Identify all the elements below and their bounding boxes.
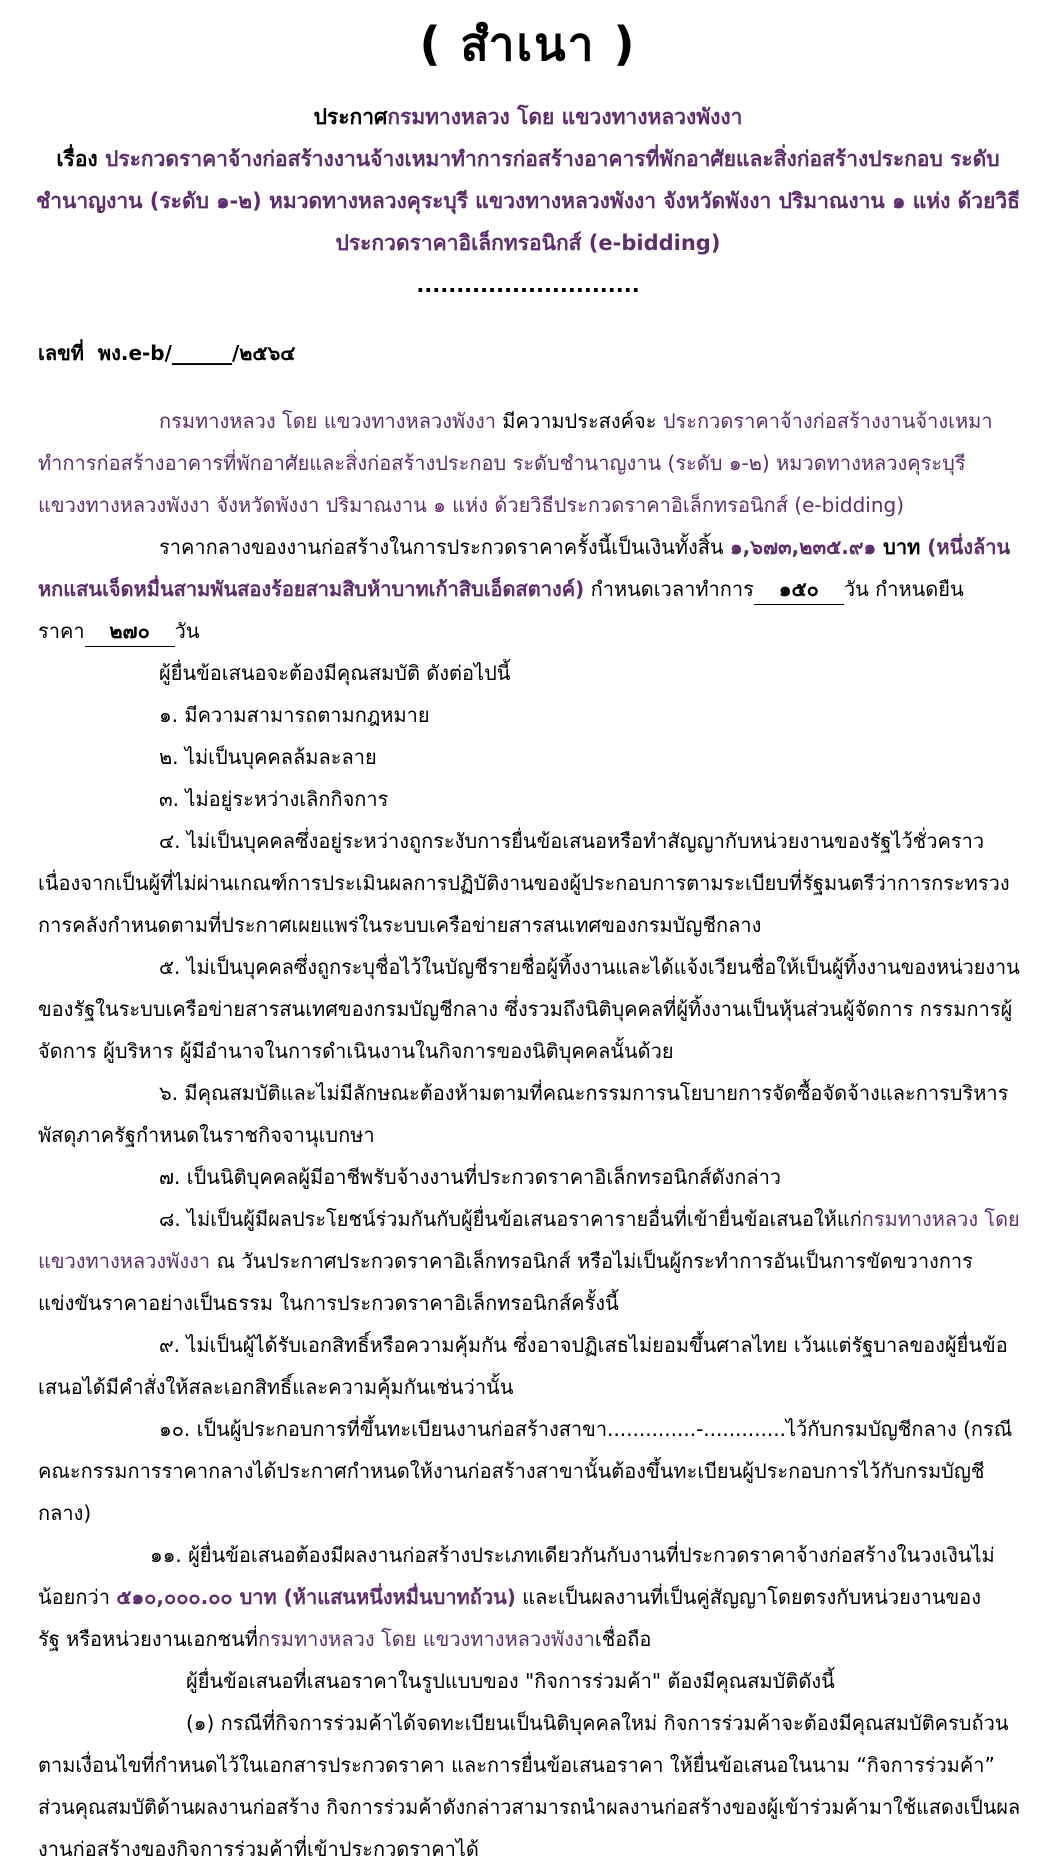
qualification-8-text: ๘. ไม่เป็นผู้มีผลประโยชน์ร่วมกันกับผู้ยื่นข้อเสนอราคารายอื่นที่เข้ายื่นข้อเสนอให้แก่ xyxy=(159,1207,862,1231)
qualification-9-line1: ๙. ไม่เป็นผู้ได้รับเอกสิทธิ์หรือความคุ้มกัน ซึ่งอาจปฏิเสธไม่ยอมขึ้นศาลไทย เว้นแต่รัฐบาลของผู้ยื่นข้อ xyxy=(159,1333,1008,1357)
qualification-3: ๓. ไม่อยู่ระหว่างเลิกกิจการ xyxy=(159,787,389,811)
joint-venture-1-line1: (๑) กรณีที่กิจการร่วมค้าได้จดทะเบียนเป็นนิติบุคคลใหม่ กิจการร่วมค้าจะต้องมีคุณสมบัติครบถ้วน xyxy=(186,1711,1009,1735)
qualification-5-line1: ๕. ไม่เป็นบุคคลซึ่งถูกระบุชื่อไว้ในบัญชีรายชื่อผู้ทิ้งงานและได้แจ้งเวียนชื่อให้เป็นผู้ทิ้งงานของหน่วยงาน xyxy=(159,955,1020,979)
price-validity-label: ราคา xyxy=(38,619,85,643)
subject-label: เรื่อง xyxy=(56,147,98,171)
para2-line1 xyxy=(159,532,1010,562)
qualification-11-text-3: รัฐ หรือหน่วยงานเอกชนที่ xyxy=(38,1627,258,1651)
median-price-amount: ๑,๖๗๓,๒๓๕.๙๑ xyxy=(729,535,877,559)
qualification-4-line1: ๔. ไม่เป็นบุคคลซึ่งอยู่ระหว่างถูกระงับการยื่นข้อเสนอหรือทำสัญญากับหน่วยงานของรัฐไว้ชั่วคราว xyxy=(159,829,985,853)
para1-line1 xyxy=(159,406,993,436)
announcement-prefix: ประกาศ xyxy=(313,105,388,129)
qualification-8-line3: แข่งขันราคาอย่างเป็นธรรม ในการประกวดราคาอิเล็กทรอนิกส์ครั้งนี้ xyxy=(38,1291,619,1315)
joint-venture-1-line3: ส่วนคุณสมบัติด้านผลงานก่อสร้าง กิจการร่วมค้าดังกล่าวสามารถนำผลงานก่อสร้างของผู้เข้าร่วมค้ามาใช้แสดงเป็นผล xyxy=(38,1795,1021,1819)
qualification-11-text-4: เชื่อถือ xyxy=(594,1627,652,1651)
para1-line3: แขวงทางหลวงพังงา จังหวัดพังงา ปริมาณงาน ๑ แห่ง ด้วยวิธีประกวดราคาอิเล็กทรอนิกส์ (e-bidding) xyxy=(38,493,905,517)
qualification-10-line3: กลาง) xyxy=(38,1501,92,1525)
reference-label: เลขที่ xyxy=(38,341,84,365)
qualification-11-amount: ๕๑๐,๐๐๐.๐๐ บาท (ห้าแสนหนึ่งหมื่นบาทถ้วน) xyxy=(116,1585,516,1609)
joint-venture-intro: ผู้ยื่นข้อเสนอที่เสนอราคาในรูปแบบของ "กิจการร่วมค้า" ต้องมีคุณสมบัติดังนี้ xyxy=(186,1669,835,1693)
work-period-unit: วัน กำหนดยืน xyxy=(843,577,964,601)
qualification-8-text-2: ณ วันประกาศประกวดราคาอิเล็กทรอนิกส์ หรือไม่เป็นผู้กระทำการอันเป็นการขัดขวางการ xyxy=(210,1249,973,1273)
qualification-4-line3: การคลังกำหนดตามที่ประกาศเผยแพร่ในระบบเครือข่ายสารสนเทศของกรมบัญชีกลาง xyxy=(38,913,762,937)
copy-stamp-title: ( สำเนา ) xyxy=(419,17,637,71)
joint-venture-1-line4: งานก่อสร้างของกิจการร่วมค้าที่เข้าประกวดราคาได้ xyxy=(38,1837,479,1861)
qualification-8-line1 xyxy=(159,1204,1020,1234)
qualification-9-line2: เสนอได้มีคำสั่งให้สละเอกสิทธิ์และความคุ้มกันเช่นว่านั้น xyxy=(38,1375,514,1399)
qualification-10-line2: คณะกรรมการราคากลางได้ประกาศกำหนดให้งานก่อสร้างสาขานั้นต้องขึ้นทะเบียนผู้ประกอบการไว้กับกรมบัญชี xyxy=(38,1459,985,1483)
work-period-label: กำหนดเวลาทำการ xyxy=(584,577,754,601)
qualification-1: ๑. มีความสามารถตามกฎหมาย xyxy=(159,703,430,727)
qualification-11-line2 xyxy=(38,1582,981,1612)
reference-blank: ______ xyxy=(171,341,232,365)
qualifications-intro: ผู้ยื่นข้อเสนอจะต้องมีคุณสมบัติ ดังต่อไปนี้ xyxy=(159,661,511,685)
subject-text-1: ประกวดราคาจ้างก่อสร้างงานจ้างเหมาทำการก่อสร้างอาคารที่พักอาศัยและสิ่งก่อสร้างประกอบ ระดับ xyxy=(105,147,1000,171)
reference-number xyxy=(38,338,295,368)
qualification-11-text-2: และเป็นผลงานที่เป็นคู่สัญญาโดยตรงกับหน่วยงานของ xyxy=(515,1585,981,1609)
announcement-org: กรมทางหลวง โดย แขวงทางหลวงพังงา xyxy=(387,105,743,129)
qualification-11-line1: ๑๑. ผู้ยื่นข้อเสนอต้องมีผลงานก่อสร้างประเภทเดียวกันกับงานที่ประกวดราคาจ้างก่อสร้างในวงเงินไม่ xyxy=(150,1543,995,1567)
para1-line2: ทำการก่อสร้างอาคารที่พักอาศัยและสิ่งก่อสร้างประกอบ ระดับชำนาญงาน (ระดับ ๑-๒) หมวดทางหลวงคุระบุรี xyxy=(38,451,966,475)
qualification-2: ๒. ไม่เป็นบุคคลล้มละลาย xyxy=(159,745,377,769)
qualification-5-line2: ของรัฐในระบบเครือข่ายสารสนเทศของกรมบัญชีกลาง ซึ่งรวมถึงนิติบุคคลที่ผู้ทิ้งงานเป็นหุ้นส่วนผู้จัดการ กรรมการผู้ xyxy=(38,997,1013,1021)
qualification-5-line3: จัดการ ผู้บริหาร ผู้มีอำนาจในการดำเนินงานในกิจการของนิติบุคคลนั้นด้วย xyxy=(38,1039,674,1063)
work-period-days: ๑๕๐ xyxy=(754,574,844,605)
para1-org: กรมทางหลวง โดย แขวงทางหลวงพังงา xyxy=(159,409,496,433)
separator-dots: ............................ xyxy=(416,273,640,297)
qualification-11-text: น้อยกว่า xyxy=(38,1585,117,1609)
qualification-6-line1: ๖. มีคุณสมบัติและไม่มีลักษณะต้องห้ามตามที่คณะกรรมการนโยบายการจัดซื้อจัดจ้างและการบริหาร xyxy=(159,1081,1009,1105)
qualification-10-line1: ๑๐. เป็นผู้ประกอบการที่ขึ้นทะเบียนงานก่อสร้างสาขา..............-.............ไว้กับกรมบัญชีกลาง (กรณี xyxy=(159,1417,1013,1441)
joint-venture-1-line2: ตามเงื่อนไขที่กำหนดไว้ในเอกสารประกวดราคา และการยื่นข้อเสนอราคา ให้ยื่นข้อเสนอในนาม “กิจการร่วมค้า” xyxy=(38,1753,995,1777)
para2-line3 xyxy=(38,616,200,647)
reference-prefix: พง.e-b/ xyxy=(97,341,172,365)
median-price-words-1: (หนึ่งล้าน xyxy=(927,535,1011,559)
reference-year: /๒๕๖๔ xyxy=(231,341,296,365)
para1-intent: มีความประสงค์จะ xyxy=(495,409,663,433)
qualification-11-org: กรมทางหลวง โดย แขวงทางหลวงพังงา xyxy=(257,1627,595,1651)
median-price-unit: บาท xyxy=(876,535,928,559)
median-price-words-2: หกแสนเจ็ดหมื่นสามพันสองร้อยสามสิบห้าบาทเก้าสิบเอ็ดสตางค์) xyxy=(38,577,585,601)
subject-line-1 xyxy=(0,138,1056,180)
qualification-7: ๗. เป็นนิติบุคคลผู้มีอาชีพรับจ้างงานที่ประกวดราคาอิเล็กทรอนิกส์ดังกล่าว xyxy=(159,1165,782,1189)
para1-project: ประกวดราคาจ้างก่อสร้างงานจ้างเหมา xyxy=(662,409,993,433)
qualification-6-line2: พัสดุภาครัฐกำหนดในราชกิจจานุเบกษา xyxy=(38,1123,375,1147)
qualification-8-org-2: แขวงทางหลวงพังงา xyxy=(38,1249,211,1273)
qualification-4-line2: เนื่องจากเป็นผู้ที่ไม่ผ่านเกณฑ์การประเมินผลการปฏิบัติงานของผู้ประกอบการตามระเบียบที่รัฐมนตรีว่าการกระทรวง xyxy=(38,871,1010,895)
para2-line2 xyxy=(38,574,964,605)
subject-line-2: ชำนาญงาน (ระดับ ๑-๒) หมวดทางหลวงคุระบุรี แขวงทางหลวงพังงา จังหวัดพังงา ปริมาณงาน ๑ แห่ง ด้วยวิธี xyxy=(35,189,1020,213)
qualification-8-org-1: กรมทางหลวง โดย xyxy=(861,1207,1020,1231)
price-validity-unit: วัน xyxy=(174,619,200,643)
subject-line-3: ประกวดราคาอิเล็กทรอนิกส์ (e-bidding) xyxy=(335,231,721,255)
qualification-8-line2 xyxy=(38,1246,973,1276)
announcement-heading xyxy=(0,96,1056,138)
price-validity-days: ๒๗๐ xyxy=(85,616,175,647)
median-price-text: ราคากลางของงานก่อสร้างในการประกวดราคาครั้งนี้เป็นเงินทั้งสิ้น xyxy=(159,535,730,559)
qualification-11-line3 xyxy=(38,1624,651,1654)
